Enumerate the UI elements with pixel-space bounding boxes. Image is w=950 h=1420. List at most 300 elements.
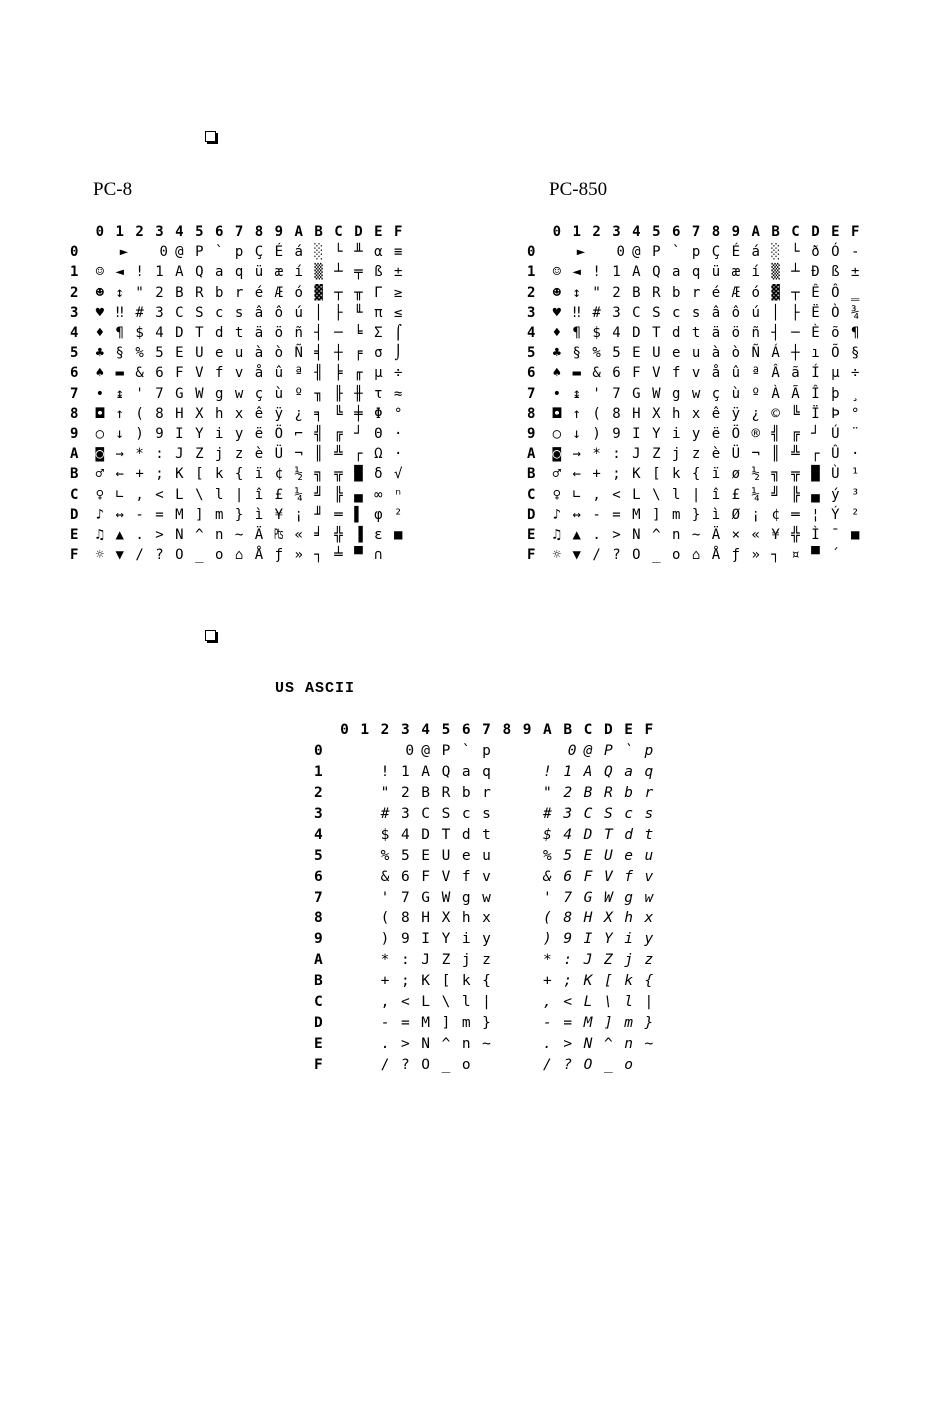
character-cell: § <box>572 345 581 362</box>
character-cell: Y <box>603 931 613 948</box>
character-cell: · <box>393 446 403 463</box>
character-cell: ╟ <box>334 385 343 402</box>
character-cell: ↑ <box>572 405 581 422</box>
character-cell: ☺ <box>552 264 562 281</box>
row-header: 7 <box>70 385 79 402</box>
character-cell: · <box>850 446 860 463</box>
character-cell: ╗ <box>771 466 780 483</box>
character-cell: D <box>583 826 593 843</box>
character-cell: % <box>543 847 552 864</box>
character-cell: ½ <box>294 466 303 483</box>
table-row <box>314 804 659 825</box>
character-cell: └ <box>334 244 343 261</box>
character-cell: = <box>155 506 164 523</box>
character-cell: Å <box>254 547 264 564</box>
character-cell: ¬ <box>294 446 303 463</box>
character-cell: ↔ <box>115 506 124 523</box>
character-cell: é <box>711 284 721 301</box>
character-cell: D <box>421 826 430 843</box>
character-cell: ≤ <box>393 304 403 321</box>
row-header: 6 <box>70 365 79 382</box>
character-cell: ¿ <box>294 405 303 422</box>
character-cell: K <box>175 466 184 483</box>
table-row <box>314 866 659 887</box>
character-cell: S <box>652 304 661 321</box>
character-cell: ╜ <box>314 506 323 523</box>
character-cell: ▒ <box>771 264 780 281</box>
character-cell: ╪ <box>354 405 363 422</box>
character-cell: ^ <box>195 526 204 543</box>
character-cell: C <box>632 304 641 321</box>
character-cell: ç <box>711 385 721 402</box>
character-cell: Γ <box>374 284 383 301</box>
character-cell: ~ <box>691 526 701 543</box>
character-cell: ┐ <box>771 547 780 564</box>
character-cell: Ó <box>831 244 840 261</box>
table-row <box>314 908 659 929</box>
character-cell: 3 <box>563 806 573 822</box>
character-cell: l <box>671 486 681 503</box>
character-cell: ← <box>115 466 124 483</box>
row-header: B <box>70 466 79 483</box>
character-cell: R <box>195 284 204 301</box>
character-cell: ☺ <box>95 264 105 281</box>
character-cell: | <box>482 994 491 1011</box>
character-cell: ¬ <box>751 446 760 463</box>
table-row <box>70 505 408 525</box>
table-row <box>70 484 408 504</box>
character-cell: 8 <box>155 405 164 422</box>
character-cell: · <box>393 425 403 442</box>
character-cell: § <box>115 345 124 362</box>
table-row <box>527 303 865 323</box>
character-cell: ╝ <box>771 486 780 503</box>
character-cell: A <box>632 264 641 281</box>
table-row <box>527 545 865 565</box>
row-header: 0 <box>527 244 536 261</box>
character-cell: ╛ <box>314 526 323 543</box>
character-cell: < <box>400 994 410 1011</box>
character-cell: Ò <box>831 304 840 321</box>
character-cell: U <box>603 847 613 864</box>
character-cell: ó <box>294 284 303 301</box>
row-header: 5 <box>70 345 79 362</box>
character-cell: Ö <box>274 425 284 442</box>
character-cell: ╠ <box>791 486 800 503</box>
row-header: D <box>527 506 536 523</box>
character-cell: x <box>482 910 491 927</box>
character-cell: ´ <box>831 547 840 564</box>
character-cell: ' <box>135 385 144 402</box>
row-header: A <box>70 446 79 463</box>
character-cell: ε <box>374 526 383 543</box>
character-cell: | <box>644 994 654 1011</box>
character-cell: ¼ <box>294 486 303 503</box>
column-header: 5 <box>195 224 204 241</box>
character-cell: ` <box>214 244 224 261</box>
character-cell: H <box>583 910 593 927</box>
character-cell: à <box>254 345 264 362</box>
character-cell: C <box>421 806 430 822</box>
character-cell: æ <box>274 264 284 281</box>
character-cell: ï <box>254 466 264 483</box>
character-cell: : <box>563 952 573 969</box>
character-cell: ╧ <box>334 547 343 564</box>
character-cell: T <box>603 826 613 843</box>
row-header: 7 <box>314 889 323 906</box>
table-row <box>70 283 408 303</box>
character-cell: u <box>691 345 701 362</box>
character-cell: P <box>195 244 204 261</box>
character-cell: µ <box>831 365 840 382</box>
character-cell: ) <box>543 931 552 948</box>
character-cell: " <box>135 284 144 301</box>
character-cell: Û <box>831 446 840 463</box>
row-header: 4 <box>527 325 536 342</box>
character-cell: , <box>135 486 144 503</box>
character-cell: ã <box>791 365 800 382</box>
character-cell: │ <box>314 304 323 321</box>
character-cell: δ <box>374 466 383 483</box>
character-cell: ► <box>568 244 586 261</box>
character-cell: ¦ <box>811 506 820 523</box>
character-cell: » <box>294 547 303 564</box>
row-header: 1 <box>70 264 79 281</box>
character-cell: 4 <box>155 325 164 342</box>
character-cell: ▄ <box>354 486 363 503</box>
row-header: 8 <box>527 405 536 422</box>
character-cell: Z <box>441 952 451 969</box>
character-cell: = <box>563 1014 573 1031</box>
character-cell: ! <box>592 264 601 281</box>
character-cell: σ <box>374 345 383 362</box>
character-cell: Q <box>441 764 451 781</box>
character-cell: Y <box>652 425 661 442</box>
character-cell: 3 <box>400 806 410 822</box>
row-header: 4 <box>70 325 79 342</box>
character-cell: ░ <box>771 244 780 261</box>
character-cell: = <box>612 506 621 523</box>
character-cell: ú <box>751 304 760 321</box>
character-cell: ♀ <box>95 486 105 503</box>
character-cell: ì <box>711 506 721 523</box>
character-cell: ü <box>711 264 721 281</box>
character-cell: H <box>421 910 430 927</box>
character-cell: Í <box>811 365 820 382</box>
character-cell: ^ <box>603 1035 613 1052</box>
character-cell: * <box>380 952 390 969</box>
character-cell: b <box>214 284 224 301</box>
character-cell: S <box>195 304 204 321</box>
character-cell: ) <box>592 425 601 442</box>
character-cell: ♪ <box>552 506 562 523</box>
character-cell: . <box>592 526 601 543</box>
column-header: 5 <box>652 224 661 241</box>
character-cell: Ñ <box>751 345 760 362</box>
character-cell: [ <box>195 466 204 483</box>
character-cell: - <box>850 244 860 261</box>
character-cell: ▼ <box>115 547 124 564</box>
character-cell: ◘ <box>552 405 562 422</box>
character-cell: ¤ <box>791 547 800 564</box>
character-cell: 1 <box>400 764 410 781</box>
character-cell: ê <box>711 405 721 422</box>
character-cell: j <box>624 952 633 969</box>
character-cell: ¸ <box>850 385 860 402</box>
character-cell: 6 <box>612 365 621 382</box>
character-cell: R <box>652 284 661 301</box>
character-cell: g <box>624 889 633 906</box>
character-cell: │ <box>771 304 780 321</box>
character-cell: ! <box>135 264 144 281</box>
column-header: F <box>393 224 403 241</box>
character-cell: u <box>644 847 654 864</box>
column-header: 3 <box>400 722 410 739</box>
character-cell: = <box>400 1014 410 1031</box>
character-cell: 5 <box>612 345 621 362</box>
character-cell: ` <box>671 244 681 261</box>
table-row <box>527 283 865 303</box>
character-cell: s <box>234 304 244 321</box>
character-cell: / <box>380 1056 390 1073</box>
character-cell: m <box>214 506 224 523</box>
character-cell: À <box>771 385 780 402</box>
character-cell: d <box>624 826 633 843</box>
character-cell: ▬ <box>572 365 581 382</box>
character-cell: l <box>214 486 224 503</box>
character-cell: i <box>461 931 471 948</box>
character-cell: q <box>234 264 244 281</box>
column-header: B <box>314 224 323 241</box>
character-cell: v <box>482 868 491 885</box>
character-cell: Ù <box>831 466 840 483</box>
column-header: E <box>624 722 633 739</box>
character-cell: ╩ <box>791 446 800 463</box>
row-header: 6 <box>314 868 323 885</box>
character-cell: ê <box>254 405 264 422</box>
character-cell: R <box>603 785 613 802</box>
character-cell: ì <box>254 506 264 523</box>
column-header: 2 <box>135 224 144 241</box>
row-header: D <box>70 506 79 523</box>
character-cell: º <box>294 385 303 402</box>
character-cell: o <box>671 547 681 564</box>
character-cell: Θ <box>374 425 383 442</box>
character-cell: α <box>374 244 383 261</box>
character-cell: ‼ <box>572 304 581 321</box>
table-row <box>70 242 408 262</box>
character-cell: H <box>175 405 184 422</box>
character-cell: í <box>294 264 303 281</box>
us-ascii-symbol-set-table <box>314 720 659 1075</box>
character-cell: > <box>612 526 621 543</box>
character-cell: e <box>214 345 224 362</box>
character-cell: ─ <box>791 325 800 342</box>
character-cell: U <box>441 847 451 864</box>
row-header: 9 <box>527 425 536 442</box>
character-cell: & <box>135 365 144 382</box>
character-cell: © <box>771 405 780 422</box>
table-row <box>70 404 408 424</box>
character-cell: ⌠ <box>393 325 403 342</box>
row-header: C <box>527 486 536 503</box>
character-cell: ╬ <box>791 526 800 543</box>
character-cell: q <box>691 264 701 281</box>
character-cell: ↓ <box>572 425 581 442</box>
character-cell: h <box>671 405 681 422</box>
character-cell: Ω <box>374 446 383 463</box>
character-cell: ç <box>254 385 264 402</box>
character-cell: e <box>624 847 633 864</box>
character-cell: M <box>175 506 184 523</box>
character-cell: . <box>380 1035 390 1052</box>
character-cell: ☻ <box>95 284 105 301</box>
character-cell: O <box>583 1056 593 1073</box>
character-cell: â <box>711 304 721 321</box>
character-cell: , <box>592 486 601 503</box>
character-cell: E <box>421 847 430 864</box>
character-cell: È <box>811 325 820 342</box>
character-cell: y <box>482 931 491 948</box>
character-cell: í <box>751 264 760 281</box>
character-cell: ¼ <box>751 486 760 503</box>
character-cell: I <box>583 931 593 948</box>
character-cell: ô <box>731 304 741 321</box>
character-cell: Q <box>195 264 204 281</box>
character-cell: 8 <box>400 910 410 927</box>
character-cell: ± <box>850 264 860 281</box>
character-cell: b <box>461 785 471 802</box>
character-cell: { <box>234 466 244 483</box>
character-cell: Ì <box>811 526 820 543</box>
character-cell: ◙ <box>552 446 562 463</box>
character-cell: 5 <box>563 847 573 864</box>
character-cell: ; <box>612 466 621 483</box>
character-cell: ï <box>711 466 721 483</box>
character-cell: ‗ <box>850 284 860 301</box>
character-cell: ░ <box>314 244 323 261</box>
character-cell: ò <box>731 345 741 362</box>
character-cell: õ <box>831 325 840 342</box>
checkbox-icon <box>205 630 216 641</box>
table-row <box>314 741 659 762</box>
character-cell: 4 <box>612 325 621 342</box>
character-cell: o <box>214 547 224 564</box>
character-cell: > <box>155 526 164 543</box>
character-cell: Ü <box>731 446 741 463</box>
table-row <box>527 484 865 504</box>
character-cell: @ <box>632 244 641 261</box>
pc850-title: PC-850 <box>549 179 608 200</box>
character-cell: ╨ <box>354 244 363 261</box>
character-cell: Æ <box>274 284 284 301</box>
character-cell: a <box>671 264 681 281</box>
character-cell: U <box>652 345 661 362</box>
character-cell: e <box>671 345 681 362</box>
character-cell: < <box>612 486 621 503</box>
character-cell: ↔ <box>572 506 581 523</box>
character-cell: ┘ <box>354 425 363 442</box>
character-cell: ▓ <box>771 284 780 301</box>
row-header: F <box>70 547 79 564</box>
character-cell: $ <box>543 826 552 843</box>
table-row <box>314 1054 659 1075</box>
column-header: B <box>771 224 780 241</box>
character-cell: ║ <box>771 446 780 463</box>
character-cell: O <box>421 1056 430 1073</box>
character-cell: Y <box>441 931 451 948</box>
character-cell: ù <box>731 385 741 402</box>
character-cell: 0 <box>558 743 577 760</box>
character-cell: r <box>691 284 701 301</box>
character-cell: h <box>624 910 633 927</box>
character-cell: ╦ <box>334 466 343 483</box>
character-cell: ┼ <box>334 345 343 362</box>
character-cell: ▌ <box>354 506 363 523</box>
character-cell: F <box>421 868 430 885</box>
column-header: D <box>603 722 613 739</box>
character-cell: w <box>644 889 654 906</box>
column-header: 6 <box>214 224 224 241</box>
character-cell: { <box>482 973 491 990</box>
row-header: 3 <box>527 304 536 321</box>
character-cell: ÿ <box>274 405 284 422</box>
character-cell: T <box>441 826 451 843</box>
character-cell: ♂ <box>95 466 105 483</box>
row-header: B <box>527 466 536 483</box>
character-cell: ↕ <box>115 284 124 301</box>
character-cell: s <box>691 304 701 321</box>
table-row <box>70 303 408 323</box>
character-cell: x <box>644 910 654 927</box>
character-cell: ♠ <box>552 365 562 382</box>
character-cell: ¢ <box>771 506 780 523</box>
column-header: 4 <box>175 224 184 241</box>
character-cell: █ <box>354 466 363 483</box>
character-cell: % <box>592 345 601 362</box>
character-cell: ⌂ <box>691 547 701 564</box>
character-cell: ò <box>274 345 284 362</box>
character-cell: @ <box>175 244 184 261</box>
character-cell: V <box>441 868 451 885</box>
character-cell: y <box>691 425 701 442</box>
character-cell: & <box>380 868 390 885</box>
character-cell: * <box>592 446 601 463</box>
character-cell: v <box>691 365 701 382</box>
character-cell: @ <box>421 743 430 760</box>
character-cell: l <box>461 994 471 1011</box>
character-cell: J <box>583 952 593 969</box>
column-header: 9 <box>274 224 284 241</box>
character-cell: Ô <box>831 284 840 301</box>
character-cell: _ <box>603 1056 613 1073</box>
character-cell: E <box>632 345 641 362</box>
character-cell: q <box>482 764 491 781</box>
character-cell: ¡ <box>751 506 760 523</box>
character-cell: 1 <box>563 764 573 781</box>
column-header: 0 <box>95 224 105 241</box>
character-cell: k <box>624 973 633 990</box>
character-cell: - <box>543 1014 552 1031</box>
character-cell: ; <box>400 973 410 990</box>
row-header: C <box>314 994 323 1011</box>
character-cell: ë <box>711 425 721 442</box>
character-cell: ] <box>652 506 661 523</box>
character-cell: ╤ <box>354 264 363 281</box>
table-row <box>70 262 408 282</box>
character-cell: h <box>214 405 224 422</box>
character-cell: T <box>195 325 204 342</box>
